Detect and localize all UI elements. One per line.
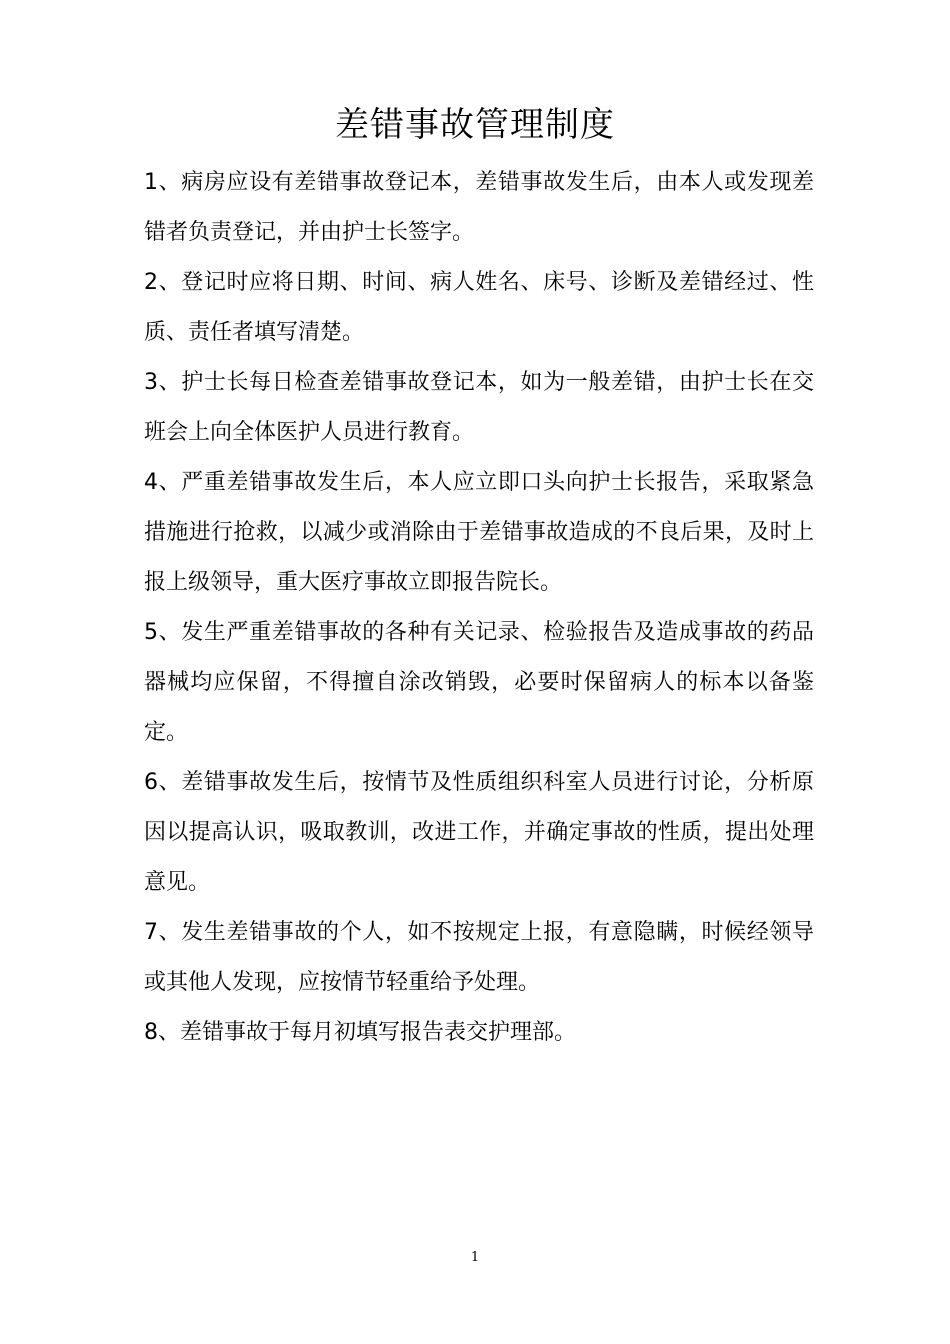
document-title: 差错事故管理制度 [335, 105, 615, 145]
paragraph-3: 3、护士长每日检查差错事故登记本，如为一般差错，由护士长在交班会上向全体医护人员进行教育。 [144, 370, 814, 445]
paragraph-5: 5、发生严重差错事故的各种有关记录、检验报告及造成事故的药品器械均应保留，不得擅自涂改销毁，必要时保留病人的标本以备鉴定。 [144, 620, 814, 745]
paragraph-8: 8、差错事故于每月初填写报告表交护理部。 [144, 1020, 576, 1045]
paragraph-1: 1、病房应设有差错事故登记本，差错事故发生后，由本人或发现差错者负责登记，并由护士长签字。 [144, 170, 814, 245]
paragraph-2: 2、登记时应将日期、时间、病人姓名、床号、诊断及差错经过、性质、责任者填写清楚。 [144, 270, 814, 345]
document-body [144, 158, 814, 1058]
paragraph-6: 6、差错事故发生后，按情节及性质组织科室人员进行讨论，分析原因以提高认识，吸取教训，改进工作，并确定事故的性质，提出处理意见。 [144, 770, 814, 895]
paragraph-4: 4、严重差错事故发生后，本人应立即口头向护士长报告，采取紧急措施进行抢救，以减少或消除由于差错事故造成的不良后果，及时上报上级领导，重大医疗事故立即报告院长。 [144, 470, 814, 595]
page-number: 1 [470, 1250, 480, 1265]
paragraph-7: 7、发生差错事故的个人，如不按规定上报，有意隐瞒，时候经领导或其他人发现，应按情节轻重给予处理。 [144, 920, 814, 995]
